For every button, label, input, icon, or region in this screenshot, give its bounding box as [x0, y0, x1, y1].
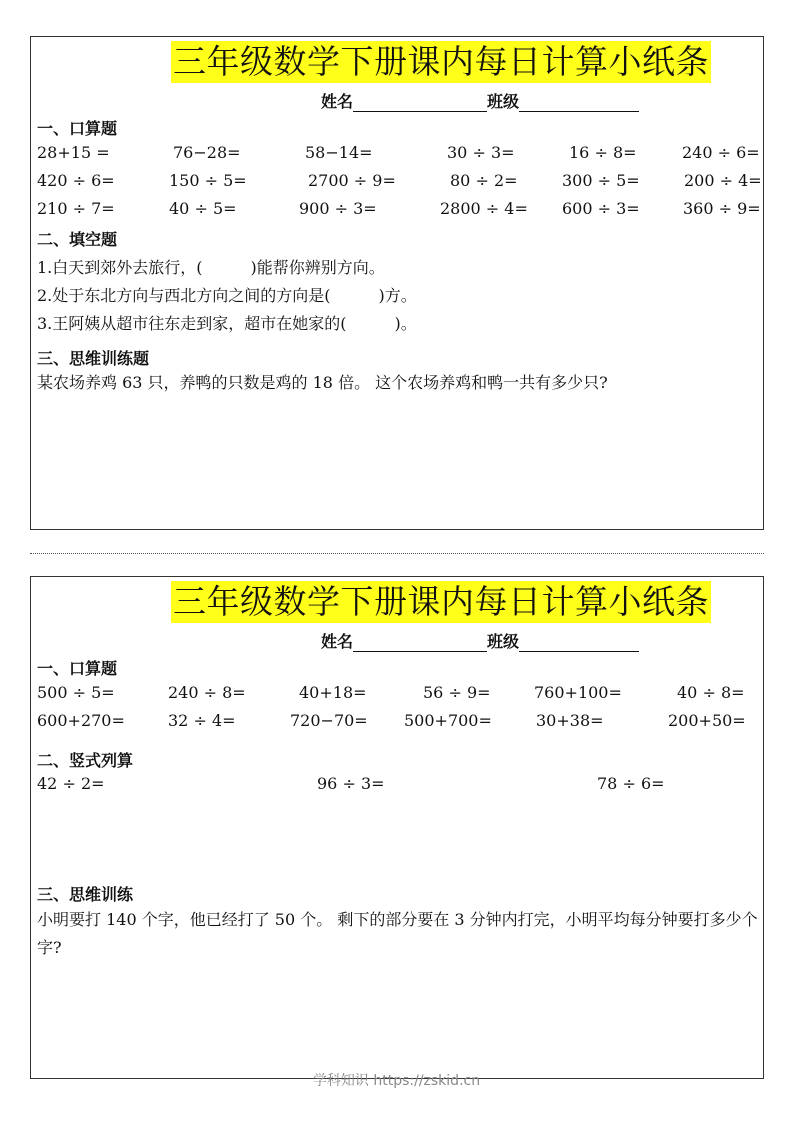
word-problem: 某农场养鸡 63 只，养鸭的只数是鸡的 18 倍。 这个农场养鸡和鸭一共有多少只?	[37, 373, 608, 392]
name-blank[interactable]	[353, 93, 487, 112]
oral-problem: 360 ÷ 9=	[683, 199, 761, 218]
oral-problem: 76−28=	[173, 143, 241, 162]
oral-row	[31, 683, 763, 707]
oral-problem: 200 ÷ 4=	[684, 171, 762, 190]
section-heading-oral: 一、口算题	[37, 659, 118, 678]
section-heading-oral: 一、口算题	[37, 119, 118, 138]
name-class-row	[321, 629, 639, 652]
word-problem: 小明要打 140 个字，他已经打了 50 个。 剩下的部分要在 3 分钟内打完，小明平均每分钟要打多少个字?	[37, 910, 758, 957]
oral-problem: 2800 ÷ 4=	[440, 199, 528, 218]
oral-problem: 28+15 =	[37, 143, 110, 162]
oral-problem: 56 ÷ 9=	[423, 683, 491, 702]
oral-problem: 150 ÷ 5=	[169, 171, 247, 190]
oral-problem: 600+270=	[37, 711, 125, 730]
section-heading-thinking: 三、思维训练	[37, 885, 134, 904]
oral-row	[31, 143, 763, 167]
oral-problem: 32 ÷ 4=	[168, 711, 236, 730]
oral-problem: 30+38=	[536, 711, 604, 730]
oral-problem: 500+700=	[404, 711, 492, 730]
oral-problem: 58−14=	[305, 143, 373, 162]
oral-problem: 240 ÷ 8=	[168, 683, 246, 702]
oral-problem: 80 ÷ 2=	[450, 171, 518, 190]
class-blank[interactable]	[519, 633, 639, 652]
watermark-text: 学科知识 https://zskid.cn	[312, 1073, 481, 1089]
vertical-problem: 42 ÷ 2=	[37, 774, 105, 793]
class-label: 班级	[487, 92, 520, 111]
vertical-calc-row	[31, 774, 763, 798]
oral-problem: 16 ÷ 8=	[569, 143, 637, 162]
oral-problem: 2700 ÷ 9=	[308, 171, 396, 190]
oral-problem: 210 ÷ 7=	[37, 199, 115, 218]
name-blank[interactable]	[353, 633, 487, 652]
fill-blank-question: 2.处于东北方向与西北方向之间的方向是( )方。	[37, 286, 417, 305]
oral-problem: 600 ÷ 3=	[562, 199, 640, 218]
section-heading-fill: 二、填空题	[37, 230, 118, 249]
name-class-row	[321, 89, 639, 112]
oral-problem: 30 ÷ 3=	[447, 143, 515, 162]
oral-problem: 300 ÷ 5=	[562, 171, 640, 190]
oral-problem: 420 ÷ 6=	[37, 171, 115, 190]
fill-blank-question: 1.白天到郊外去旅行，( )能帮你辨别方向。	[37, 258, 385, 277]
worksheet-slip-2	[30, 576, 764, 1079]
oral-problem: 720−70=	[290, 711, 368, 730]
answer-area[interactable]	[37, 967, 757, 1067]
class-blank[interactable]	[519, 93, 639, 112]
oral-problem: 760+100=	[534, 683, 622, 702]
answer-area[interactable]	[37, 407, 757, 522]
name-label: 姓名	[321, 632, 354, 651]
fill-blank-question: 3.王阿姨从超市往东走到家，超市在她家的( )。	[37, 314, 417, 333]
oral-problem: 500 ÷ 5=	[37, 683, 115, 702]
class-label: 班级	[487, 632, 520, 651]
slip-title: 三年级数学下册课内每日计算小纸条	[173, 582, 709, 621]
vertical-problem: 78 ÷ 6=	[597, 774, 665, 793]
oral-problem: 40+18=	[299, 683, 367, 702]
oral-row	[31, 199, 763, 223]
section-heading-vertical: 二、竖式列算	[37, 751, 134, 770]
oral-problem: 200+50=	[668, 711, 746, 730]
vertical-problem: 96 ÷ 3=	[317, 774, 385, 793]
oral-row	[31, 171, 763, 195]
oral-row	[31, 711, 763, 735]
name-label: 姓名	[321, 92, 354, 111]
slip-title: 三年级数学下册课内每日计算小纸条	[173, 42, 709, 81]
vertical-answer-area[interactable]	[37, 802, 757, 877]
oral-problem: 240 ÷ 6=	[682, 143, 760, 162]
oral-problem: 900 ÷ 3=	[299, 199, 377, 218]
cut-line-divider	[30, 553, 764, 554]
oral-problem: 40 ÷ 5=	[169, 199, 237, 218]
worksheet-slip-1	[30, 36, 764, 530]
oral-problem: 40 ÷ 8=	[677, 683, 745, 702]
section-heading-thinking: 三、思维训练题	[37, 349, 150, 368]
